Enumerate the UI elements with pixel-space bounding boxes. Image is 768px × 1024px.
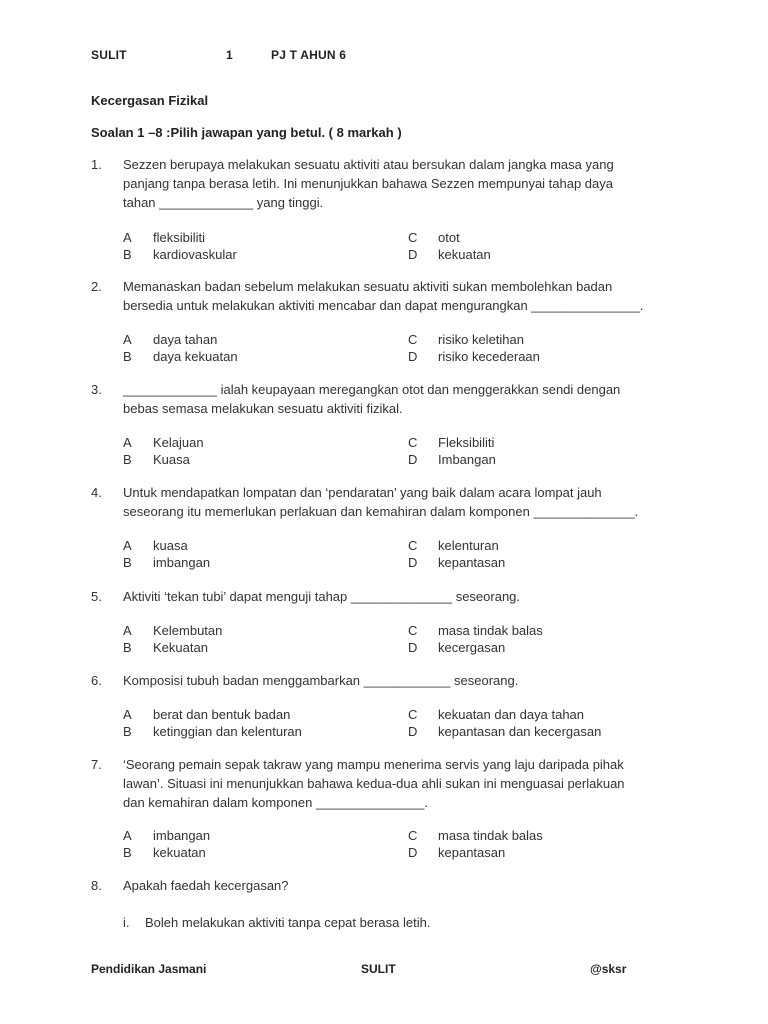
- question-line: _____________ ialah keupayaan meregangkan otot dan menggerakkan sendi dengan: [123, 382, 621, 397]
- question-text: [123, 587, 679, 606]
- option-d[interactable]: D kecergasan: [408, 640, 506, 655]
- option-d[interactable]: D kekuatan: [408, 247, 491, 262]
- option-row: [123, 451, 683, 468]
- option-row: [123, 434, 683, 451]
- header-page-number: 1: [226, 48, 233, 62]
- option-b[interactable]: B Kuasa: [123, 452, 190, 467]
- option-d[interactable]: D Imbangan: [408, 452, 496, 467]
- option-row: [123, 827, 683, 844]
- question-text: [123, 755, 679, 812]
- question-line: Untuk mendapatkan lompatan dan ‘pendaratan’ yang baik dalam acara lompat jauh: [123, 485, 602, 500]
- question-line: seseorang itu memerlukan perlakuan dan kemahiran dalam komponen ______________.: [123, 504, 639, 519]
- footer-handle: @sksr: [590, 962, 627, 976]
- section-title: Kecergasan Fizikal: [91, 93, 209, 108]
- sub-item: [123, 913, 430, 932]
- option-b[interactable]: B imbangan: [123, 555, 211, 570]
- question-number: 4.: [91, 485, 102, 500]
- question-number: 2.: [91, 279, 102, 294]
- option-b[interactable]: B daya kekuatan: [123, 349, 238, 364]
- question-number: 7.: [91, 757, 102, 772]
- option-a[interactable]: A kuasa: [123, 538, 188, 553]
- option-a[interactable]: A berat dan bentuk badan: [123, 707, 291, 722]
- option-b[interactable]: B ketinggian dan kelenturan: [123, 724, 302, 739]
- question-line: bersedia untuk melakukan aktiviti mencabar dan dapat mengurangkan _______________.: [123, 298, 644, 313]
- option-row: [123, 554, 683, 571]
- option-c[interactable]: C risiko keletihan: [408, 332, 524, 347]
- option-d[interactable]: D kepantasan: [408, 845, 506, 860]
- option-a[interactable]: A Kelembutan: [123, 623, 223, 638]
- option-d[interactable]: D kepantasan dan kecergasan: [408, 724, 602, 739]
- question-line: ‘Seorang pemain sepak takraw yang mampu menerima servis yang laju daripada pihak: [123, 757, 624, 772]
- question-text: [123, 380, 679, 418]
- question-text: [123, 671, 679, 690]
- question-text: [123, 483, 679, 521]
- option-d[interactable]: D kepantasan: [408, 555, 506, 570]
- question-line: dan kemahiran dalam komponen _______________.: [123, 795, 429, 810]
- option-c[interactable]: C masa tindak balas: [408, 828, 543, 843]
- question-line: panjang tanpa berasa letih. Ini menunjukkan bahawa Sezzen mempunyai tahap daya: [123, 176, 614, 191]
- option-row: [123, 723, 683, 740]
- option-c[interactable]: C kelenturan: [408, 538, 499, 553]
- option-row: [123, 348, 683, 365]
- option-a[interactable]: A Kelajuan: [123, 435, 204, 450]
- option-c[interactable]: C otot: [408, 230, 460, 245]
- option-row: [123, 537, 683, 554]
- option-c[interactable]: C kekuatan dan daya tahan: [408, 707, 585, 722]
- option-row: [123, 246, 683, 263]
- question-line: bebas semasa melakukan sesuatu aktiviti fizikal.: [123, 401, 403, 416]
- sub-item-numeral: i.: [123, 915, 130, 930]
- question-line: Aktiviti ‘tekan tubi’ dapat menguji tahap ______________ seseorang.: [123, 589, 521, 604]
- header-subject-label: PJ T AHUN 6: [271, 48, 347, 62]
- question-line: tahan _____________ yang tinggi.: [123, 195, 324, 210]
- option-a[interactable]: A daya tahan: [123, 332, 218, 347]
- question-number: 5.: [91, 589, 102, 604]
- instruction-text: Soalan 1 –8 :Pilih jawapan yang betul. ( 8 markah ): [91, 125, 402, 140]
- footer-subject: Pendidikan Jasmani: [91, 962, 207, 976]
- question-line: Apakah faedah kecergasan?: [123, 878, 289, 893]
- question-line: Memanaskan badan sebelum melakukan sesuatu aktiviti sukan membolehkan badan: [123, 279, 613, 294]
- option-c[interactable]: C Fleksibiliti: [408, 435, 495, 450]
- question-number: 1.: [91, 157, 102, 172]
- option-a[interactable]: A imbangan: [123, 828, 211, 843]
- option-c[interactable]: C masa tindak balas: [408, 623, 543, 638]
- sub-item-text: Boleh melakukan aktiviti tanpa cepat berasa letih.: [145, 915, 431, 930]
- footer-confidential-label: SULIT: [361, 962, 396, 976]
- question-line: lawan’. Situasi ini menunjukkan bahawa kedua-dua ahli sukan ini menguasai perlakuan: [123, 776, 625, 791]
- question-line: Sezzen berupaya melakukan sesuatu aktiviti atau bersukan dalam jangka masa yang: [123, 157, 614, 172]
- question-text: [123, 155, 679, 212]
- question-text: [123, 277, 679, 315]
- option-row: [123, 622, 683, 639]
- question-text: [123, 876, 679, 895]
- question-number: 6.: [91, 673, 102, 688]
- option-d[interactable]: D risiko kecederaan: [408, 349, 540, 364]
- question-number: 3.: [91, 382, 102, 397]
- question-number: 8.: [91, 878, 102, 893]
- option-row: [123, 331, 683, 348]
- option-row: [123, 706, 683, 723]
- question-line: Komposisi tubuh badan menggambarkan ____________ seseorang.: [123, 673, 519, 688]
- option-b[interactable]: B Kekuatan: [123, 640, 208, 655]
- option-a[interactable]: A fleksibiliti: [123, 230, 206, 245]
- option-row: [123, 229, 683, 246]
- option-row: [123, 639, 683, 656]
- option-b[interactable]: B kardiovaskular: [123, 247, 237, 262]
- option-b[interactable]: B kekuatan: [123, 845, 206, 860]
- header-confidential-label: SULIT: [91, 48, 127, 62]
- option-row: [123, 844, 683, 861]
